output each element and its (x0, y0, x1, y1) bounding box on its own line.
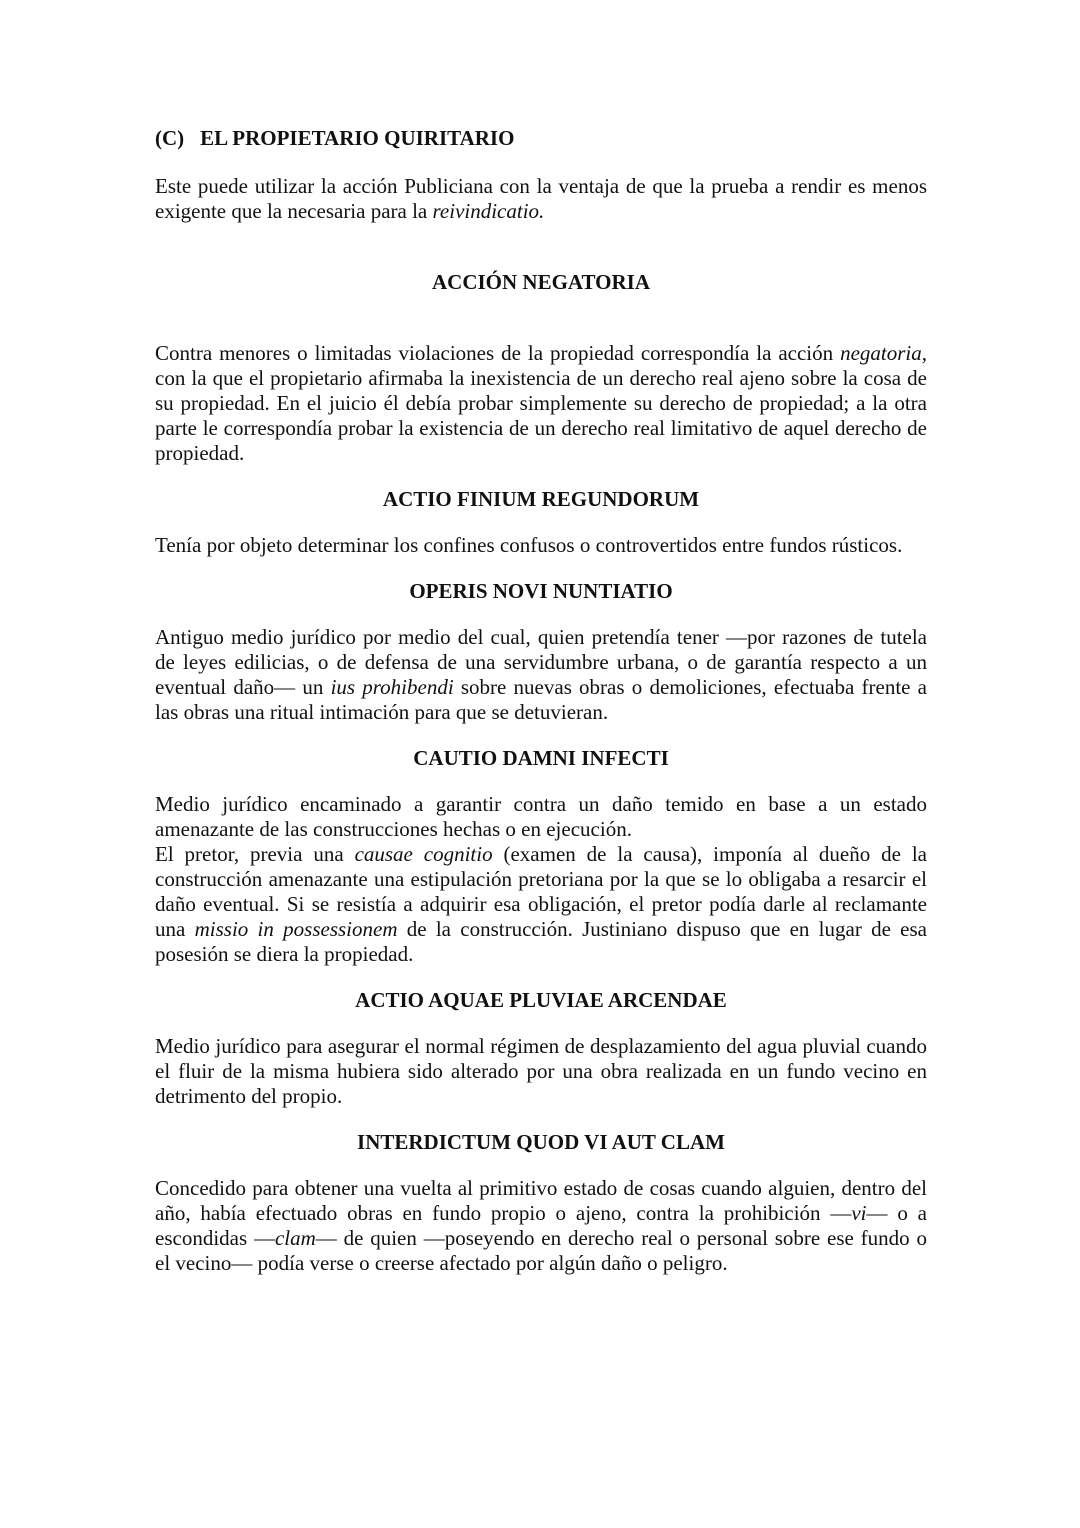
operis-heading: OPERIS NOVI NUNTIATIO (409, 579, 673, 603)
section-c-label: (C) (155, 126, 185, 150)
cautio-italic-term-1: causae cognitio (354, 842, 493, 866)
aquae-paragraph: Medio jurídico para asegurar el normal régimen de desplazamiento del agua pluvial cuando el fluir de la misma hubiera sido alterado por una obra realizada en un fundo vecino en detrimento del propio. (155, 1034, 927, 1108)
cautio-heading: CAUTIO DAMNI INFECTI (413, 746, 669, 770)
section-c-italic-term: reivindicatio. (432, 199, 545, 223)
interdictum-heading: INTERDICTUM QUOD VI AUT CLAM (357, 1130, 725, 1154)
negatoria-heading: ACCIÓN NEGATORIA (432, 270, 650, 294)
document-page (155, 126, 927, 1276)
finium-paragraph: Tenía por objeto determinar los confines confusos o controvertidos entre fundos rústicos. (155, 533, 903, 557)
interdictum-italic-clam: clam (274, 1226, 316, 1250)
interdictum-paragraph: Concedido para obtener una vuelta al primitivo estado de cosas cuando alguien, dentro del año, había efectuado obras en fundo propio o ajeno, contra la prohibición —vi— o a escondidas —clam— de quien —poseyendo en derecho real o personal sobre ese fundo o el vecino— podía verse o creerse afectado por algún daño o peligro. (155, 1176, 927, 1275)
finium-heading: ACTIO FINIUM REGUNDORUM (382, 487, 700, 511)
aquae-heading: ACTIO AQUAE PLUVIAE ARCENDAE (355, 988, 727, 1012)
cautio-paragraph-1: Medio jurídico encaminado a garantir contra un daño temido en base a un estado amenazante de las construcciones hechas o en ejecución. (155, 792, 927, 841)
cautio-italic-term-2: missio in possessionem (194, 917, 398, 941)
interdictum-italic-vi: vi (851, 1201, 867, 1225)
section-c-paragraph: Este puede utilizar la acción Publiciana con la ventaja de que la prueba a rendir es menos exigente que la necesaria para la reivindicatio. (155, 174, 927, 223)
cautio-paragraph-2: El pretor, previa una causae cognitio (examen de la causa), imponía al dueño de la construcción amenazante una estipulación pretoriana por la que se lo obligaba a resarcir el daño eventual. Si se resistía a adquirir esa obligación, el pretor podía darle al reclamante una missio in possessionem de la construcción. Justiniano dispuso que en lugar de esa posesión se diera la propiedad. (155, 842, 927, 966)
section-c-title: EL PROPIETARIO QUIRITARIO (200, 126, 515, 150)
section-c-heading (155, 126, 927, 151)
operis-italic-term: ius prohibendi (330, 675, 454, 699)
operis-paragraph: Antiguo medio jurídico por medio del cual, quien pretendía tener —por razones de tutela de leyes edilicias, o de defensa de una servidumbre urbana, o de garantía respecto a un eventual daño— un ius prohibendi sobre nuevas obras o demoliciones, efectuaba frente a las obras una ritual intimación para que se detuvieran. (155, 625, 927, 724)
negatoria-paragraph: Contra menores o limitadas violaciones de la propiedad correspondía la acción negatoria, con la que el propietario afirmaba la inexistencia de un derecho real ajeno sobre la cosa de su propiedad. En el juicio él debía probar simplemente su derecho de propiedad; a la otra parte le correspondía probar la existencia de un derecho real limitativo de aquel derecho de propiedad. (155, 341, 927, 465)
negatoria-italic-term: negatoria, (840, 341, 927, 365)
